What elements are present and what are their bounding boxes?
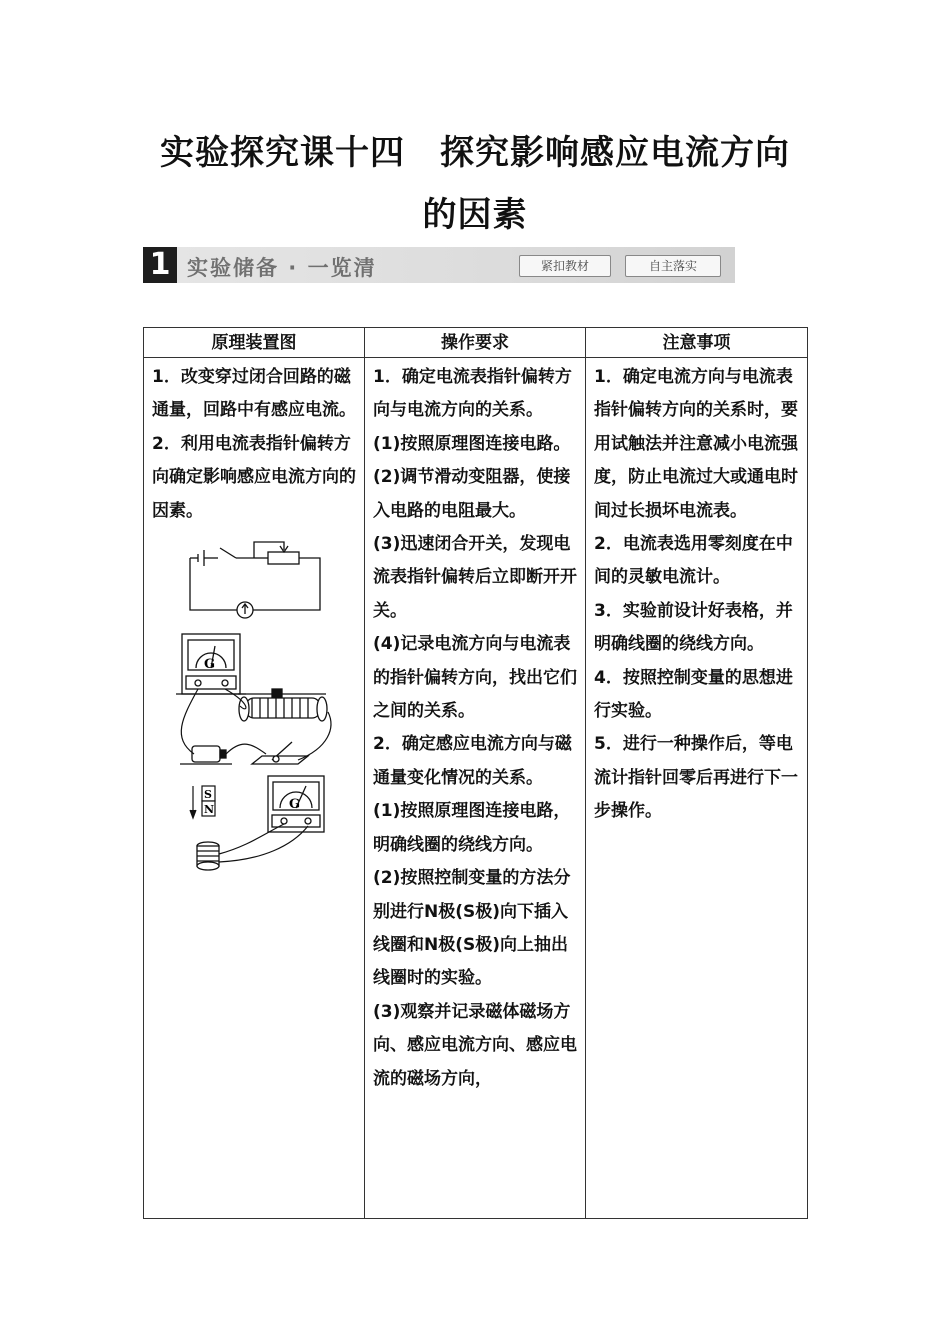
operation-item: (3)观察并记录磁体磁场方向、感应电流方向、感应电流的磁场方向， — [373, 1001, 577, 1089]
section-heading: 实验储备 · 一览清 — [187, 256, 377, 280]
principle-item: 1．改变穿过闭合回路的磁通量，回路中有感应电流。 — [152, 367, 356, 421]
page-title-line2: 的因素 — [422, 195, 528, 235]
notes-item: 1．确定电流方向与电流表指针偏转方向的关系时，要用试触法并注意减小电流强度，防止电流过大或通电时间过长损坏电流表。 — [594, 367, 798, 521]
switch-icon — [252, 742, 308, 764]
operation-item: 2．确定感应电流方向与磁通量变化情况的关系。 — [373, 734, 572, 788]
header-operation: 操作要求 — [365, 328, 586, 358]
operation-item: (1)按照原理图连接电路，明确线圈的绕线方向。 — [373, 801, 571, 855]
experiment-table — [143, 327, 808, 1219]
header-notes: 注意事项 — [586, 328, 808, 358]
notes-item: 3．实验前设计好表格，并明确线圈的绕线方向。 — [594, 600, 793, 655]
operation-item: (4)记录电流方向与电流表的指针偏转方向，找出它们之间的关系。 — [373, 634, 577, 722]
notes-item: 4．按照控制变量的思想进行实验。 — [594, 667, 793, 722]
notes-item: 2．电流表选用零刻度在中间的灵敏电流计。 — [594, 534, 793, 588]
apparatus-figure — [152, 528, 357, 888]
page-title: 实验探究课十四 探究影响感应电流方向 — [160, 133, 790, 173]
principle-item: 2．利用电流表指针偏转方向确定影响感应电流方向的因素。 — [152, 433, 356, 521]
galvanometer-label: G — [204, 657, 216, 673]
operation-cell — [365, 358, 586, 1219]
rheostat-icon — [238, 689, 327, 721]
notes-item: 5．进行一种操作后，等电流计指针回零后再进行下一步操作。 — [594, 734, 798, 822]
magnet-s-label: S — [204, 788, 212, 802]
operation-item: (3)迅速闭合开关，发现电流表指针偏转后立即断开开关。 — [373, 534, 577, 621]
section-number: 1 — [143, 247, 177, 283]
self-study-button[interactable]: 自主落实 — [625, 255, 721, 277]
principle-cell — [144, 358, 365, 1219]
galvanometer-2-label: G — [289, 797, 301, 813]
operation-item: (2)按照控制变量的方法分别进行N极(S极)向下插入线圈和N极(S极)向上抽出线圈时的实验。 — [373, 868, 571, 989]
table-header-row — [144, 328, 808, 358]
textbook-button[interactable]: 紧扣教材 — [519, 255, 611, 277]
coil-icon — [197, 842, 219, 870]
header-principle: 原理装置图 — [144, 328, 365, 358]
circuit-diagram-icon — [190, 542, 320, 618]
table-row — [144, 358, 808, 1219]
operation-item: (2)调节滑动变阻器，使接入电路的电阻最大。 — [373, 467, 571, 521]
magnet-n-label: N — [204, 803, 215, 817]
operation-item: (1)按照原理图连接电路。 — [373, 433, 571, 454]
section-banner — [143, 247, 735, 283]
notes-cell — [586, 358, 808, 1219]
operation-item: 1．确定电流表指针偏转方向与电流方向的关系。 — [373, 367, 572, 421]
